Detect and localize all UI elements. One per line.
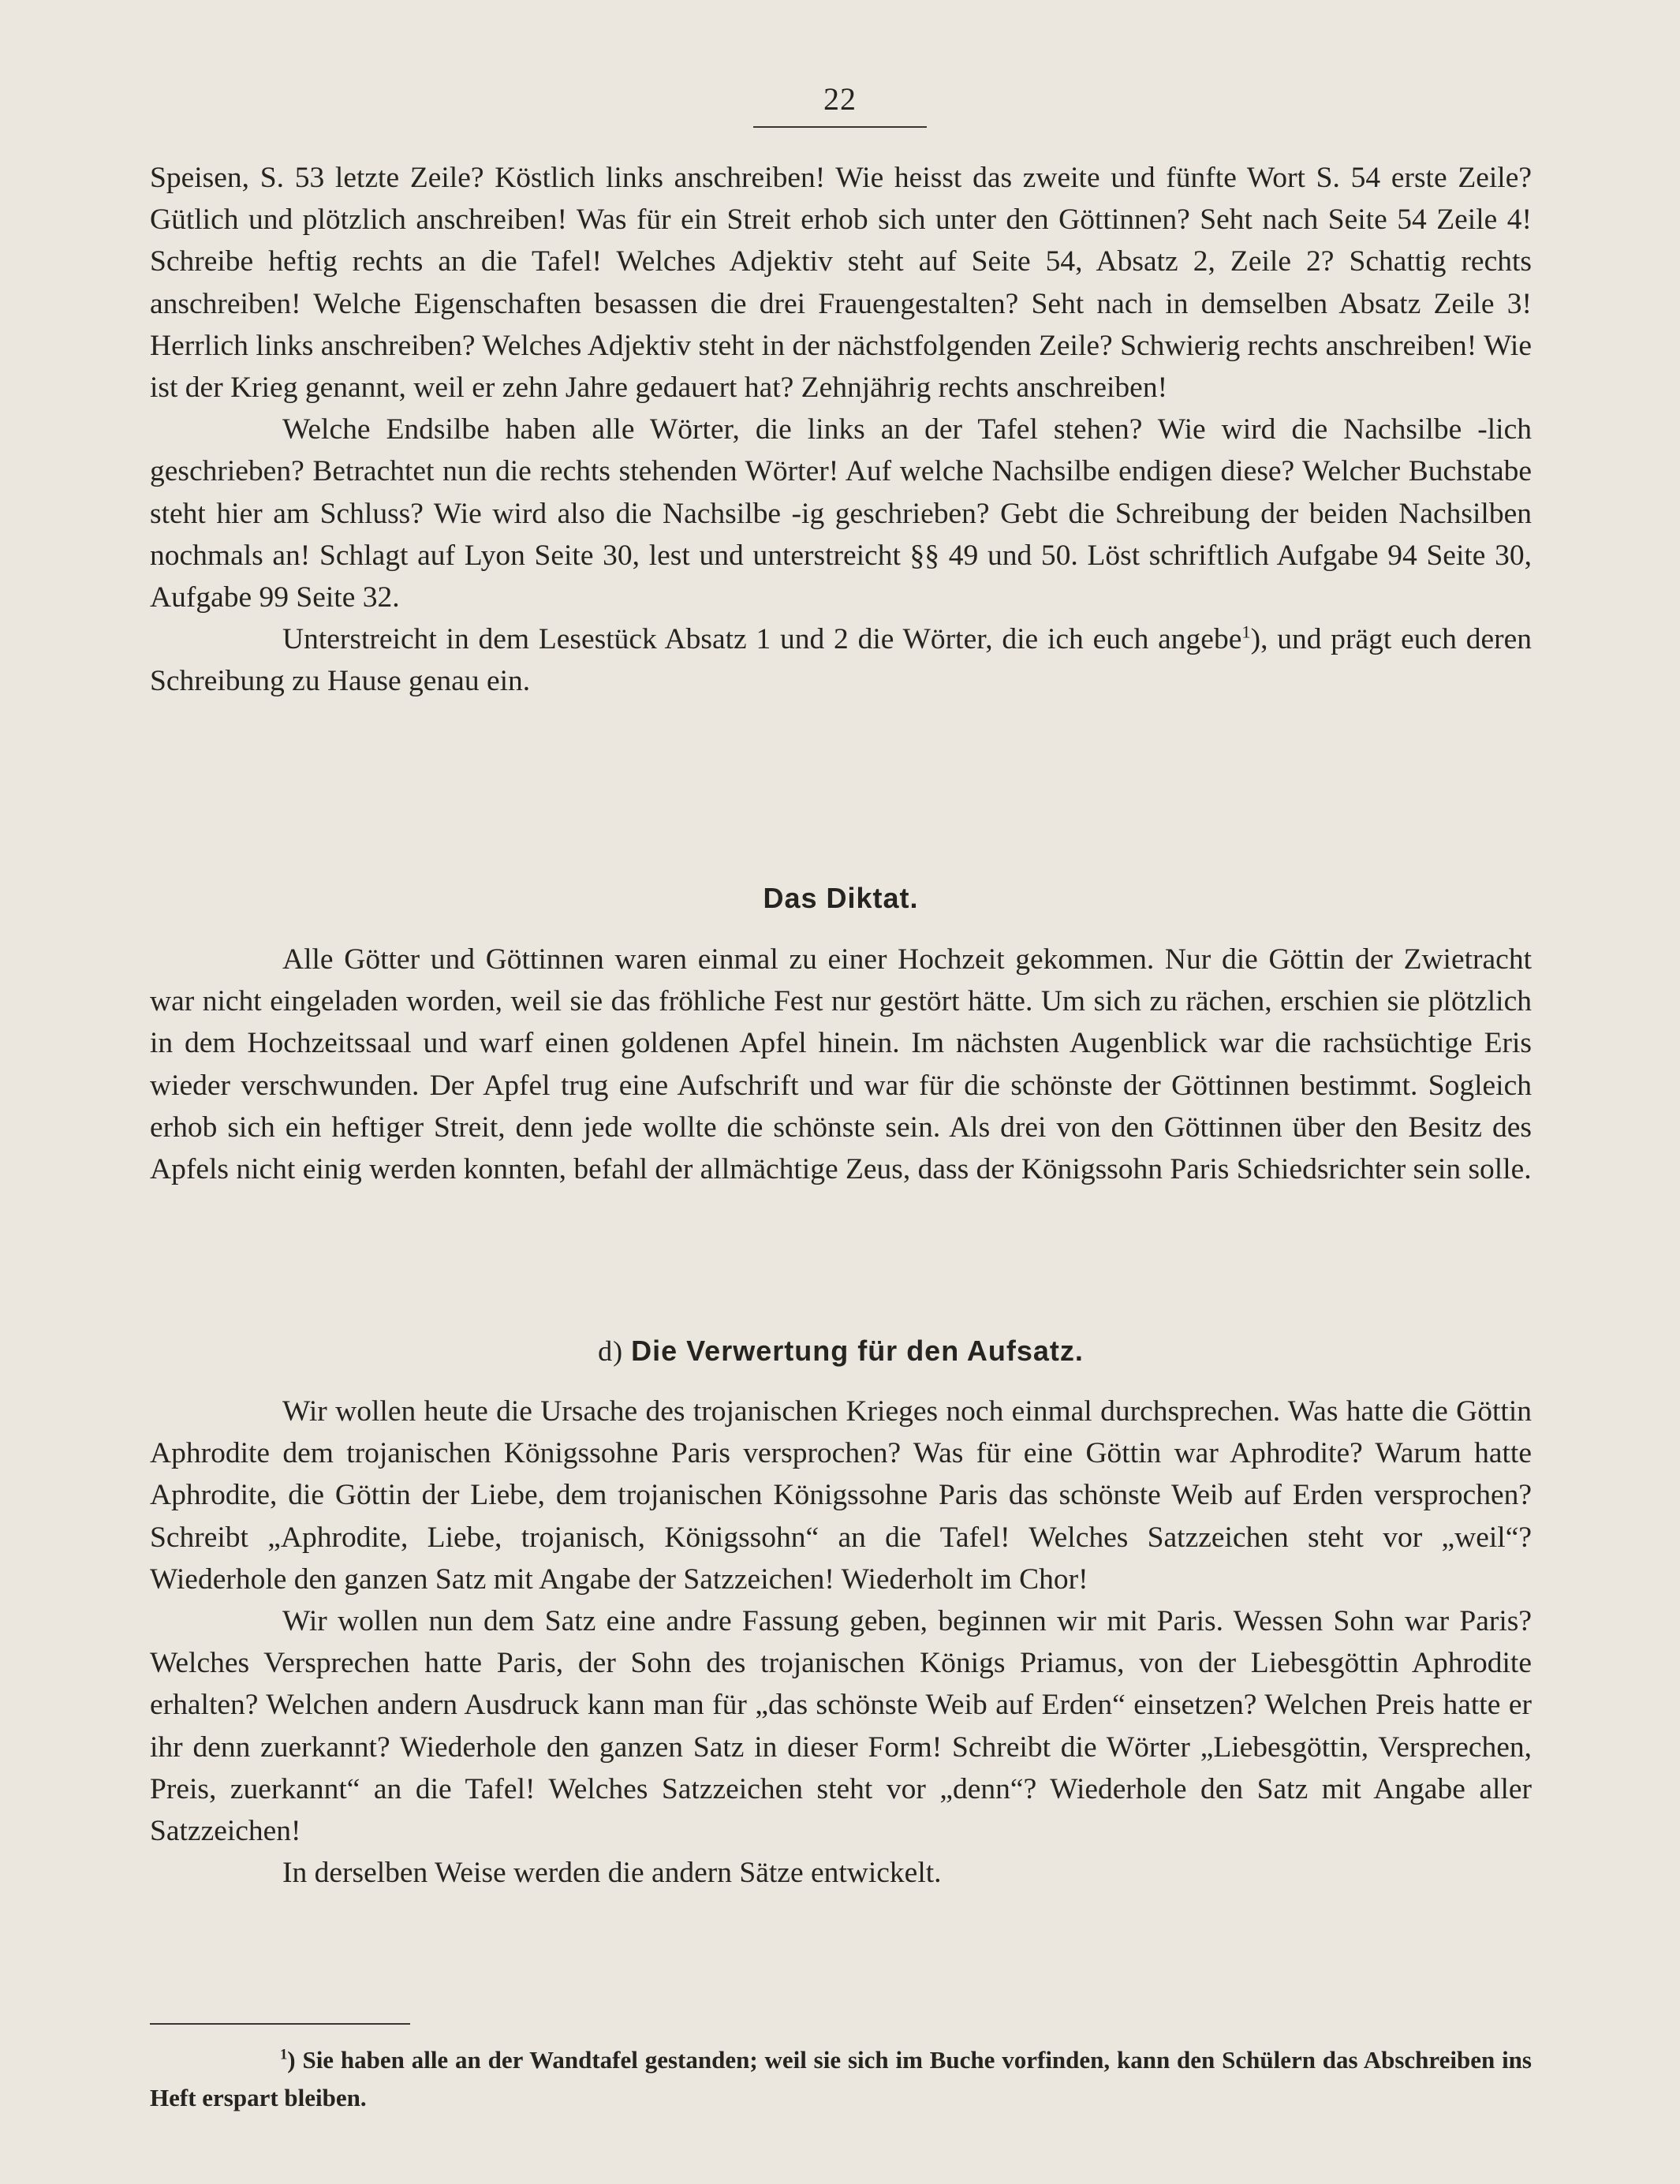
paragraph-3-text: Unterstreicht in dem Lesestück Absatz 1 und 2 die Wörter, die ich euch angebe — [282, 623, 1242, 656]
text-block-aufsatz — [150, 1391, 1532, 1894]
page-number: 22 — [823, 81, 857, 117]
footnote-rule — [150, 2023, 410, 2025]
paragraph-aufsatz-2: Wir wollen nun dem Satz eine andre Fassung geben, beginnen wir mit Paris. Wessen Sohn war Paris? Welches Versprechen hatte Paris, der Sohn des trojanischen Königs Priamus, von der Liebesgöttin Aphrodite erhalten? Welchen andern Ausdruck kann man für „das schönste Weib auf Erden“ einsetzen? Welchen Preis hatte er ihr denn zuerkannt? Wiederhole den ganzen Satz in dieser Form! Schreibt die Wörter „Liebesgöttin, Versprechen, Preis, zuerkannt“ an die Tafel! Welches Satzzeichen steht vor „denn“? Wiederhole den Satz mit Angabe aller Satzzeichen! — [150, 1605, 1532, 1848]
paragraph-3-text-end: ), und prägt euch deren Schreibung zu Hause genau ein. — [150, 623, 1532, 698]
paragraph-1: Speisen, S. 53 letzte Zeile? Köstlich links anschreiben! Wie heisst das zweite und fünfte Wort S. 54 erste Zeile? Gütlich und plötzlich anschreiben! Was für ein Streit erhob sich unter den Göttinnen? Seht nach Seite 54 Zeile 4! Schreibe heftig rechts an die Tafel! Welches Adjektiv steht auf Seite 54, Absatz 2, Zeile 2? Schattig rechts anschreiben! Welche Eigenschaften besassen die drei Frauengestalten? Seht nach in demselben Absatz Zeile 3! Herrlich links anschreiben? Welches Adjektiv steht in der nächstfolgenden Zeile? Schwierig rechts anschreiben! Wie ist der Krieg genannt, weil er zehn Jahre gedauert hat? Zehnjährig rechts anschreiben! — [150, 162, 1532, 405]
footnote — [150, 2041, 1532, 2117]
section-heading-prefix: d) — [598, 1335, 624, 1367]
section-heading-aufsatz — [150, 1335, 1532, 1368]
paragraph-2: Welche Endsilbe haben alle Wörter, die links an der Tafel stehen? Wie wird die Nachsilbe -lich geschrieben? Betrachtet nun die rechts stehenden Wörter! Auf welche Nachsilbe endigen diese? Welcher Buchstabe steht hier am Schluss? Wie wird also die Nachsilbe -ig geschrieben? Gebt die Schreibung der beiden Nachsilben nochmals an! Schlagt auf Lyon Seite 30, lest und unterstreicht §§ 49 und 50. Löst schriftlich Aufgabe 94 Seite 30, Aufgabe 99 Seite 32. — [150, 413, 1532, 614]
footnote-mark: 1 — [280, 2046, 288, 2063]
paragraph-aufsatz-1: Wir wollen heute die Ursache des trojanischen Krieges noch einmal durchsprechen. Was hatte die Göttin Aphrodite dem trojanischen Königssohne Paris versprochen? Was für eine Göttin war Aphrodite? Warum hatte Aphrodite, die Göttin der Liebe, dem trojanischen Königssohne Paris das schönste Weib auf Erden versprochen? Schreibt „Aphrodite, Liebe, trojanisch, Königssohn“ an die Tafel! Welches Satzzeichen steht vor „weil“? Wiederhole den ganzen Satz mit Angabe der Satzzeichen! Wiederholt im Chor! — [150, 1395, 1532, 1596]
section-heading-diktat: Das Diktat. — [763, 882, 919, 914]
footnote-ref: 1 — [1241, 622, 1251, 642]
paragraph-aufsatz-3: In derselben Weise werden die andern Sätze entwickelt. — [282, 1857, 942, 1890]
paragraph-3 — [150, 618, 1532, 702]
footnote-text: ) Sie haben alle an der Wandtafel gestanden; weil sie sich im Buche vorfinden, kann den Schülern das Abschreiben ins Heft erspart bleiben. — [150, 2046, 1532, 2111]
paragraph-diktat: Alle Götter und Göttinnen waren einmal zu einer Hochzeit gekommen. Nur die Göttin der Zwietracht war nicht eingeladen worden, weil sie das fröhliche Fest nur gestört hätte. Um sich zu rächen, erschien sie plötzlich in dem Hochzeitssaal und warf einen goldenen Apfel hinein. Im nächsten Augenblick war die rachsüchtige Eris wieder verschwunden. Der Apfel trug eine Aufschrift und war für die schönste der Göttinnen bestimmt. Sogleich erhob sich ein heftiger Streit, denn jede wollte die schönste sein. Als drei von den Göttinnen über den Besitz des Apfels nicht einig werden konnten, befahl der allmächtige Zeus, dass der Königssohn Paris Schiedsrichter sein solle. — [150, 943, 1532, 1186]
text-block-upper — [150, 157, 1532, 703]
page-number-rule — [753, 126, 927, 128]
text-block-diktat — [150, 939, 1532, 1190]
section-heading-title: Die Verwertung für den Aufsatz. — [631, 1335, 1084, 1367]
